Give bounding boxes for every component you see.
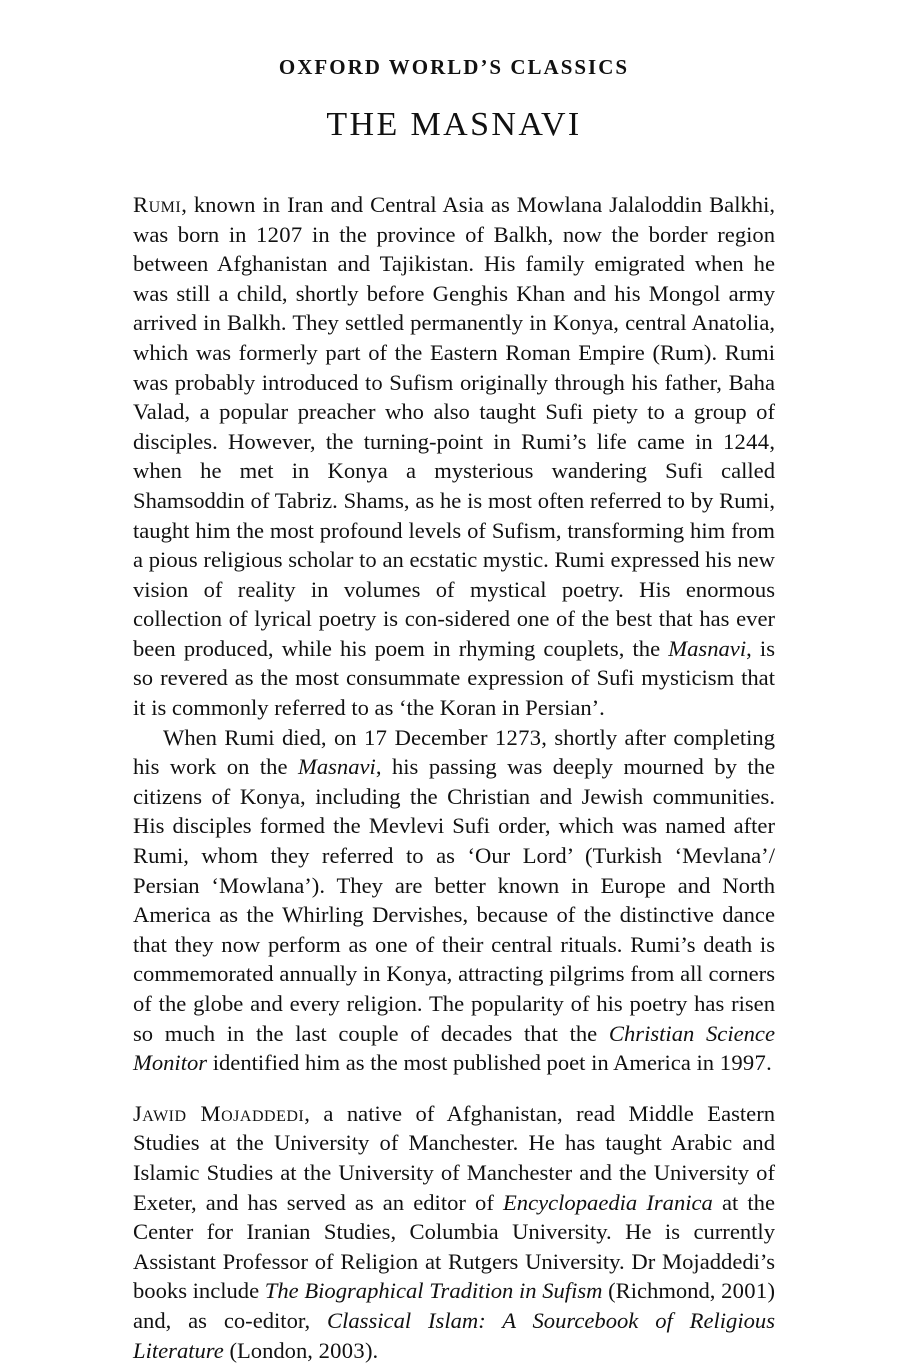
oldstyle-number-run: 2003 — [318, 1337, 365, 1363]
oldstyle-number-run: 2001 — [721, 1278, 768, 1304]
italic-title-run: Classical Islam: A Sourcebook of Religious Literature — [133, 1307, 775, 1363]
small-caps-run: Jawid Mojaddedi — [133, 1100, 305, 1126]
italic-title-run: The Biographical Tradition in Sufism — [264, 1278, 603, 1304]
oldstyle-number-run: 1244 — [722, 428, 770, 454]
italic-title-run: Christian Science Monitor — [133, 1020, 775, 1076]
oldstyle-number-run: 1997 — [719, 1050, 767, 1076]
oldstyle-number-run: 1273 — [494, 724, 542, 750]
italic-title-run: Encyclopaedia Iranica — [502, 1189, 713, 1215]
book-title: THE MASNAVI — [326, 106, 582, 144]
oldstyle-number-run: 1207 — [256, 221, 303, 247]
text-column — [133, 0, 775, 1365]
body-text-block — [133, 146, 775, 1365]
italic-title-run: Masnavi — [668, 635, 747, 661]
paragraph-rumi-death: When Rumi died, on 17 December 1273, shortly after completing his work on the Masnavi, his passing was deeply mourned by the citizens of Konya, including the Christian and Jewish communities. His disciples formed the Mevlevi Sufi order, which was named after Rumi, whom they referred to as ‘Our Lord’ (Turkish ‘Mevlana’/ Persian ‘Mowlana’). They are better known in Europe and North America as the Whirling Dervishes, because of the distinctive dance that they now perform as one of their central rituals. Rumi’s death is commemorated annually in Konya, attracting pilgrims from all corners of the globe and every religion. The popularity of his poetry has risen so much in the last couple of decades that the Christian Science Monitor identified him as the most published poet in America in 1997. — [133, 724, 776, 1076]
small-caps-run: Rumi — [133, 191, 182, 217]
oldstyle-number-run: 17 — [364, 724, 388, 750]
italic-title-run: Masnavi — [298, 754, 376, 780]
series-title: OXFORD WORLD’S CLASSICS — [278, 55, 630, 79]
paragraph-author-bio: Jawid Mojaddedi, a native of Afghanistan, read Middle Eastern Studies at the University of Manchester. He has taught Arabic and Islamic Studies at the University of Manchester and the University of Exeter, and has served as an editor of Encyclopaedia Iranica at the Center for Iranian Studies, Columbia University. He is currently Assistant Professor of Religion at Rutgers University. Dr Mojaddedi’s books include The Biographical Tradition in Sufism (Richmond, 2001) and, as co-editor, Classical Islam: A Sourcebook of Religious Literature (London, 2003). — [133, 1100, 776, 1363]
paragraph-rumi-bio: Rumi, known in Iran and Central Asia as Mowlana Jalaloddin Balkhi, was born in 1207 in the province of Balkh, now the border region between Afghanistan and Tajikistan. His family emigrated when he was still a child, shortly before Genghis Khan and his Mongol army arrived in Balkh. They settled permanently in Konya, central Anatolia, which was formerly part of the Eastern Roman Empire (Rum). Rumi was probably introduced to Sufism originally through his father, Baha Valad, a popular preacher who also taught Sufi piety to a group of disciples. However, the turning-point in Rumi’s life came in 1244, when he met in Konya a mysterious wandering Sufi called Shamsoddin of Tabriz. Shams, as he is most often referred to by Rumi, taught him the most profound levels of Sufism, transforming him from a pious religious scholar to an ecstatic mystic. Rumi expressed his new vision of reality in volumes of mystical poetry. His enormous collection of lyrical poetry is con-sidered one of the best that has ever been produced, while his poem in rhyming couplets, the Masnavi, is so revered as the most consummate expression of Sufi mysticism that it is commonly referred to as ‘the Koran in Persian’. — [133, 191, 775, 721]
